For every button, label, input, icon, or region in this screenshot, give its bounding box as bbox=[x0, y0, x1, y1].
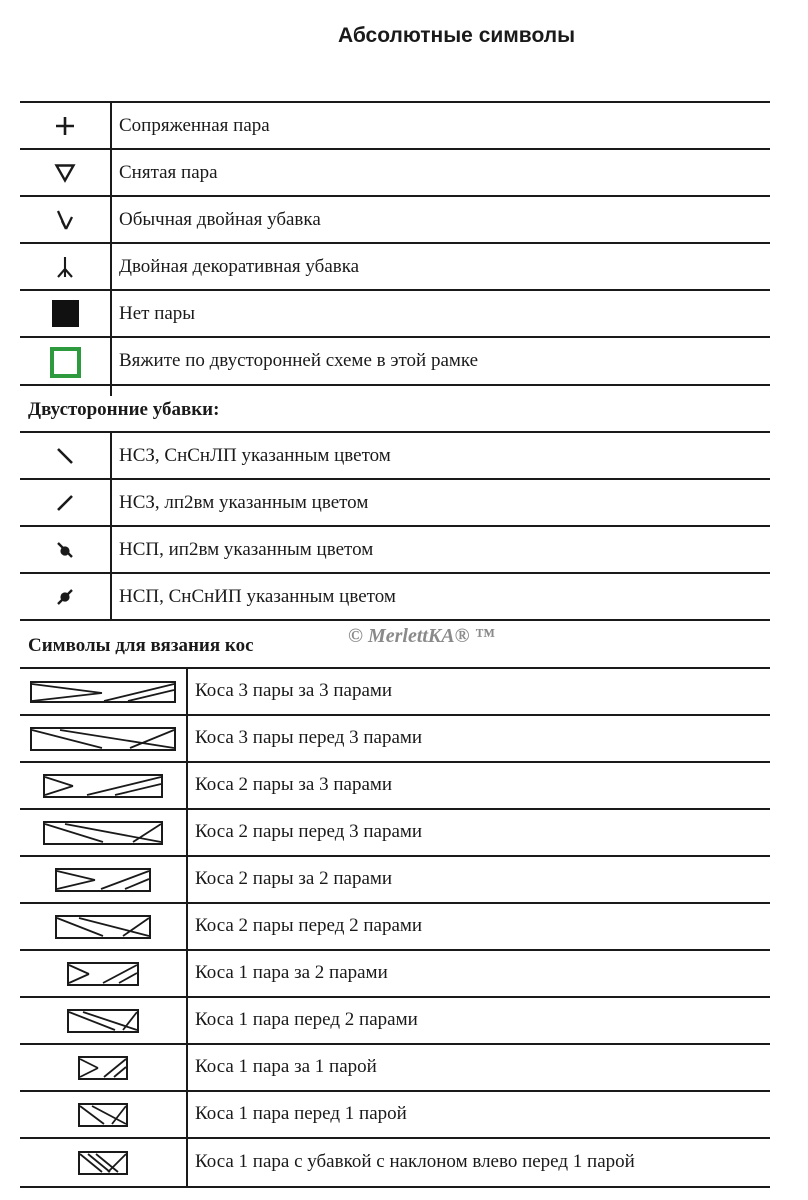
table-row bbox=[20, 291, 770, 336]
row-label: Коса 1 пара перед 2 парами bbox=[195, 1009, 418, 1030]
section-heading-cables: Символы для вязания кос bbox=[28, 635, 254, 656]
triangle-down-icon bbox=[20, 150, 110, 195]
slash-icon bbox=[20, 480, 110, 525]
table-row bbox=[20, 951, 770, 996]
row-label: Коса 2 пары за 3 парами bbox=[195, 774, 393, 795]
table-row bbox=[20, 1045, 770, 1090]
table-row bbox=[20, 197, 770, 242]
cable-1-front-1-icon bbox=[20, 1092, 186, 1137]
row-divider bbox=[20, 619, 770, 621]
row-label: Коса 1 пара с убавкой с наклоном влево перед 1 парой bbox=[195, 1151, 635, 1172]
black-square-icon bbox=[20, 291, 110, 336]
double-decrease-icon bbox=[20, 197, 110, 242]
backslash-icon bbox=[20, 433, 110, 478]
table-row bbox=[20, 810, 770, 855]
row-label: Коса 2 пары перед 3 парами bbox=[195, 821, 423, 842]
plus-icon bbox=[20, 103, 110, 148]
row-label: НСП, СнСнИП указанным цветом bbox=[119, 586, 396, 607]
row-label: Коса 3 пары перед 3 парами bbox=[195, 727, 423, 748]
dot-backslash-icon bbox=[20, 527, 110, 572]
cable-1-behind-2-icon bbox=[20, 951, 186, 996]
row-label: Снятая пара bbox=[119, 162, 218, 183]
cable-3-front-3-icon bbox=[20, 716, 186, 761]
cable-2-front-3-icon bbox=[20, 810, 186, 855]
cable-1-dec-left-front-1-icon bbox=[20, 1139, 186, 1186]
table-row bbox=[20, 716, 770, 761]
table-row bbox=[20, 433, 770, 478]
table-row bbox=[20, 150, 770, 195]
row-label: Вяжите по двусторонней схеме в этой рамке bbox=[119, 350, 479, 371]
section-heading-double-sided: Двусторонние убавки: bbox=[28, 399, 220, 420]
row-label: НСЗ, СнСнЛП указанным цветом bbox=[119, 445, 391, 466]
decorative-double-decrease-icon bbox=[20, 244, 110, 289]
table-row bbox=[20, 103, 770, 148]
cable-1-behind-1-icon bbox=[20, 1045, 186, 1090]
row-label: Коса 2 пары за 2 парами bbox=[195, 868, 393, 889]
table-row bbox=[20, 244, 770, 289]
green-frame-icon bbox=[20, 338, 110, 386]
watermark: © MerlettKA® ™ bbox=[348, 625, 495, 647]
table-row bbox=[20, 338, 770, 396]
cable-3-behind-3-icon bbox=[20, 669, 186, 714]
row-label: Обычная двойная убавка bbox=[119, 209, 321, 230]
table-row bbox=[20, 1092, 770, 1137]
row-label: Коса 3 пары за 3 парами bbox=[195, 680, 393, 701]
table-row bbox=[20, 857, 770, 902]
cable-2-front-2-icon bbox=[20, 904, 186, 949]
row-label: Коса 1 пара за 2 парами bbox=[195, 962, 388, 983]
table-row bbox=[20, 998, 770, 1043]
row-label: Сопряженная пара bbox=[119, 115, 270, 136]
row-label: Коса 1 пара перед 1 парой bbox=[195, 1103, 407, 1124]
table-row bbox=[20, 763, 770, 808]
row-label: Коса 1 пара за 1 парой bbox=[195, 1056, 377, 1077]
table-row bbox=[20, 574, 770, 619]
row-label: Нет пары bbox=[119, 303, 196, 324]
cable-2-behind-2-icon bbox=[20, 857, 186, 902]
table-row bbox=[20, 1139, 770, 1186]
page-title: Абсолютные символы bbox=[337, 24, 576, 47]
row-divider bbox=[20, 384, 770, 386]
table-row bbox=[20, 480, 770, 525]
dot-slash-icon bbox=[20, 574, 110, 619]
row-label: НСП, ип2вм указанным цветом bbox=[119, 539, 374, 560]
table-bottom-border bbox=[20, 1186, 770, 1188]
row-label: Двойная декоративная убавка bbox=[119, 256, 360, 277]
table-row bbox=[20, 527, 770, 572]
row-label: НСЗ, лп2вм указанным цветом bbox=[119, 492, 369, 513]
cable-2-behind-3-icon bbox=[20, 763, 186, 808]
table-row bbox=[20, 669, 770, 714]
row-label: Коса 2 пары перед 2 парами bbox=[195, 915, 423, 936]
cable-1-front-2-icon bbox=[20, 998, 186, 1043]
table-row bbox=[20, 904, 770, 949]
